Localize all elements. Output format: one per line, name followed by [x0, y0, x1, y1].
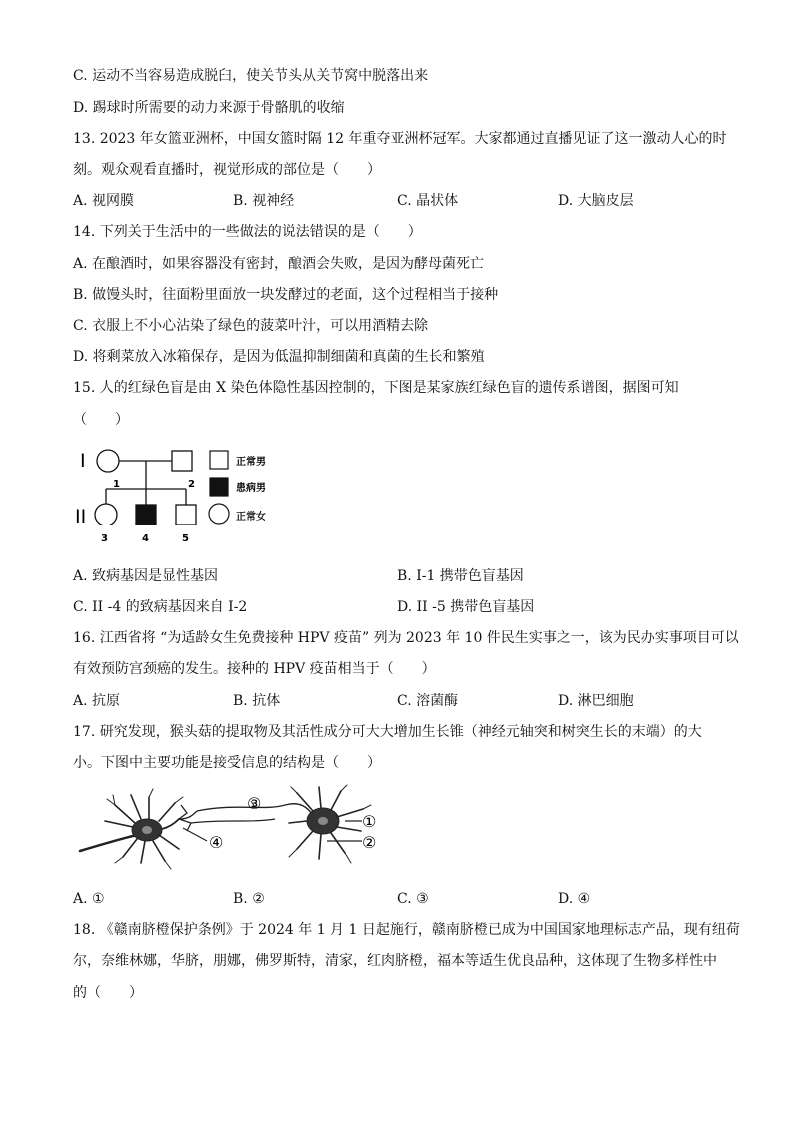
q17-option-d: D. ④	[558, 891, 591, 907]
axon-lower	[191, 819, 275, 823]
left-neuron	[80, 789, 183, 869]
legend-normal-male-icon	[210, 451, 228, 469]
q13-option-d: D. 大脑皮层	[558, 193, 634, 209]
legend-affected-male-icon	[210, 478, 228, 496]
leader-4	[183, 828, 207, 841]
generation-label-ii: II	[75, 506, 87, 525]
q13-stem-line2: 刻。观众观看直播时，视觉形成的部位是（ ）	[73, 162, 381, 178]
label-3: 3	[101, 533, 108, 544]
label-circle-3: ③	[247, 794, 262, 813]
q16-stem-line2: 有效预防宫颈癌的发生。接种的 HPV 疫苗相当于（ ）	[73, 661, 436, 677]
legend-normal-female-icon	[209, 504, 229, 524]
q16-stem-line1: 16. 江西省将 “为适龄女生免费接种 HPV 疫苗” 列为 2023 年 10 件民生实事之一，该为民办实事项目可以	[73, 630, 739, 646]
q18-stem-line3: 的（ ）	[73, 985, 143, 1001]
q17-option-a: A. ①	[73, 891, 105, 907]
q15-stem-line2: （ ）	[73, 412, 129, 428]
q16-option-b: B. 抗体	[233, 693, 281, 709]
q12-option-d: D. 踢球时所需要的动力来源于骨骼肌的收缩	[73, 100, 345, 116]
individual-i-1-female	[97, 450, 119, 472]
axon-terminals	[179, 805, 197, 831]
label-5: 5	[182, 533, 189, 544]
q13-option-a: A. 视网膜	[73, 193, 135, 209]
q15-stem-line1: 15. 人的红绿色盲是由 X 染色体隐性基因控制的，下图是某家族红绿色盲的遗传系谱图，据图可知	[73, 380, 679, 396]
individual-i-2-male	[172, 451, 192, 471]
generation-label-i: I	[80, 450, 86, 472]
label-1: 1	[113, 479, 120, 490]
q13-stem-line1: 13. 2023 年女篮亚洲杯，中国女篮时隔 12 年重夺亚洲杯冠军。大家都通过直播见证了这一激动人心的时	[73, 131, 727, 147]
q14-option-b: B. 做馒头时，往面粉里面放一块发酵过的老面，这个过程相当于接种	[73, 287, 499, 303]
neuron-figure	[75, 783, 395, 873]
right-neuron	[289, 785, 371, 863]
individual-ii-5-male	[176, 505, 196, 525]
q16-option-d: D. 淋巴细胞	[558, 693, 634, 709]
q16-option-a: A. 抗原	[73, 693, 121, 709]
legend-normal-female-label: 正常女	[236, 512, 266, 523]
label-4: 4	[142, 533, 149, 544]
q15-option-a: A. 致病基因是显性基因	[73, 568, 219, 584]
q16-option-c: C. 溶菌酶	[397, 693, 459, 709]
pedigree-chart-lower	[70, 523, 290, 547]
q14-option-a: A. 在酿酒时，如果容器没有密封，酿酒会失败，是因为酵母菌死亡	[73, 256, 485, 272]
q13-option-b: B. 视神经	[233, 193, 295, 209]
label-circle-1: ①	[362, 812, 377, 831]
q13-option-c: C. 晶状体	[397, 193, 459, 209]
q12-option-c: C. 运动不当容易造成脱臼，使关节头从关节窝中脱落出来	[73, 68, 429, 84]
q18-stem-line2: 尔，奈维林娜，华脐，朋娜，佛罗斯特，清家，红肉脐橙，福本等适生优良品种，这体现了生物多样性中	[73, 953, 717, 969]
q15-option-b: B. I-1 携带色盲基因	[397, 568, 524, 584]
q17-stem-line2: 小。下图中主要功能是接受信息的结构是（ ）	[73, 755, 381, 771]
individual-ii-4-affected-male	[136, 505, 156, 525]
q15-option-c: C. II -4 的致病基因来自 I-2	[73, 599, 248, 615]
q18-stem-line1: 18. 《赣南脐橙保护条例》于 2024 年 1 月 1 日起施行，赣南脐橙已成为中国国家地理标志产品，现有纽荷	[73, 922, 740, 938]
q17-option-b: B. ②	[233, 891, 265, 907]
label-circle-4: ④	[209, 833, 224, 852]
q17-option-c: C. ③	[397, 891, 429, 907]
individual-ii-3-female	[95, 504, 117, 525]
q14-stem: 14. 下列关于生活中的一些做法的说法错误的是（ ）	[73, 224, 422, 240]
q17-stem-line1: 17. 研究发现，猴头菇的提取物及其活性成分可大大增加生长锥（神经元轴突和树突生长的末端）的大	[73, 724, 702, 740]
q14-option-d: D. 将剩菜放入冰箱保存，是因为低温抑制细菌和真菌的生长和繁殖	[73, 349, 485, 365]
legend-normal-male-label: 正常男	[236, 457, 266, 468]
q14-option-c: C. 衣服上不小心沾染了绿色的菠菜叶汁，可以用酒精去除	[73, 318, 429, 334]
legend-affected-male-label: 患病男	[236, 483, 266, 494]
label-2: 2	[188, 479, 195, 490]
label-circle-2: ②	[362, 833, 377, 852]
q15-option-d: D. II -5 携带色盲基因	[397, 599, 535, 615]
